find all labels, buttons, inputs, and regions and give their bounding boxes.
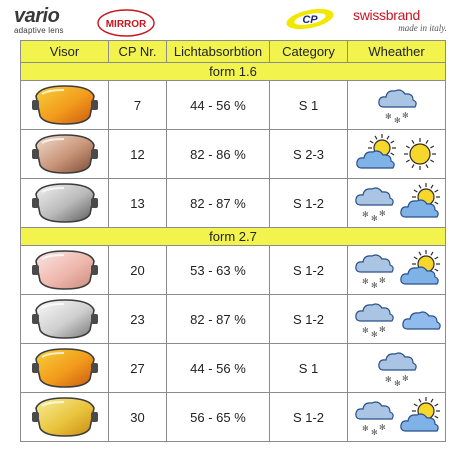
weather-icons xyxy=(348,81,446,130)
table-body xyxy=(21,63,446,442)
svg-text:✻: ✻ xyxy=(378,325,386,334)
svg-text:✻: ✻ xyxy=(384,112,392,121)
light-absorption: 82 - 86 % xyxy=(167,130,270,179)
svg-text:✻: ✻ xyxy=(361,326,369,335)
svg-text:✻: ✻ xyxy=(401,111,409,120)
snow-cloud-icon xyxy=(352,250,396,290)
swissbrand-logo-word: swissbrand xyxy=(353,7,421,23)
sun-cloud-icon xyxy=(398,397,442,437)
snow-cloud-icon xyxy=(352,183,396,223)
section-row xyxy=(21,63,446,81)
lens-category: S 1 xyxy=(270,344,348,393)
sun-cloud-icon xyxy=(398,250,442,290)
mirror-logo xyxy=(96,8,156,43)
cp-number: 7 xyxy=(109,81,167,130)
weather-icons xyxy=(348,246,446,295)
table-row xyxy=(21,130,446,179)
svg-text:✻: ✻ xyxy=(370,214,378,223)
swissbrand-logo xyxy=(353,8,453,34)
weather-icons xyxy=(348,295,446,344)
mirror-logo-word: MIRROR xyxy=(105,19,147,30)
visor-image xyxy=(21,179,109,228)
light-absorption: 56 - 65 % xyxy=(167,393,270,442)
table-row xyxy=(21,295,446,344)
header-category: Category xyxy=(270,41,348,63)
section-label: form 1.6 xyxy=(21,63,446,81)
header-lichtabsorbtion: Lichtabsorbtion xyxy=(167,41,270,63)
svg-text:✻: ✻ xyxy=(401,374,409,383)
visor-image xyxy=(21,130,109,179)
lens-category: S 1-2 xyxy=(270,179,348,228)
svg-text:✻: ✻ xyxy=(384,375,392,384)
weather-icons xyxy=(348,179,446,228)
section-row xyxy=(21,228,446,246)
light-absorption: 44 - 56 % xyxy=(167,344,270,393)
light-absorption: 44 - 56 % xyxy=(167,81,270,130)
table-row xyxy=(21,246,446,295)
light-absorption: 82 - 87 % xyxy=(167,295,270,344)
table-header-row xyxy=(21,41,446,63)
lens-category: S 1-2 xyxy=(270,295,348,344)
svg-text:✻: ✻ xyxy=(361,277,369,286)
section-label: form 2.7 xyxy=(21,228,446,246)
vario-logo-subtitle: adaptive lens xyxy=(14,26,64,35)
light-absorption: 53 - 63 % xyxy=(167,246,270,295)
visor-image xyxy=(21,344,109,393)
sun-cloud-icon xyxy=(354,134,398,174)
svg-text:✻: ✻ xyxy=(370,428,378,437)
weather-icons xyxy=(348,393,446,442)
svg-text:✻: ✻ xyxy=(393,379,401,388)
sun-icon xyxy=(400,134,440,174)
cp-number: 13 xyxy=(109,179,167,228)
svg-text:✻: ✻ xyxy=(378,276,386,285)
cp-number: 20 xyxy=(109,246,167,295)
svg-text:✻: ✻ xyxy=(370,281,378,290)
cp-number: 27 xyxy=(109,344,167,393)
light-absorption: 82 - 87 % xyxy=(167,179,270,228)
header-cp-nr: CP Nr. xyxy=(109,41,167,63)
vario-logo xyxy=(14,6,84,40)
visor-table xyxy=(20,40,446,442)
cp-number: 23 xyxy=(109,295,167,344)
snow-cloud-icon xyxy=(375,85,419,125)
svg-text:✻: ✻ xyxy=(378,209,386,218)
table-row xyxy=(21,344,446,393)
visor-image xyxy=(21,295,109,344)
cp-logo-word: CP xyxy=(302,14,318,26)
lens-category: S 1-2 xyxy=(270,393,348,442)
visor-image xyxy=(21,393,109,442)
lens-category: S 1-2 xyxy=(270,246,348,295)
cloud-icon xyxy=(398,299,442,339)
table-row xyxy=(21,81,446,130)
cp-number: 30 xyxy=(109,393,167,442)
svg-text:✻: ✻ xyxy=(393,116,401,125)
brand-logos xyxy=(0,0,465,42)
sun-cloud-icon xyxy=(398,183,442,223)
cp-number: 12 xyxy=(109,130,167,179)
weather-icons xyxy=(348,130,446,179)
snow-cloud-icon xyxy=(352,299,396,339)
cp-logo xyxy=(284,6,336,37)
svg-text:✻: ✻ xyxy=(378,423,386,432)
weather-icons xyxy=(348,344,446,393)
visor-image xyxy=(21,81,109,130)
svg-text:✻: ✻ xyxy=(361,210,369,219)
snow-cloud-icon xyxy=(375,348,419,388)
svg-text:✻: ✻ xyxy=(370,330,378,339)
vario-logo-word: vario xyxy=(14,5,60,27)
header-visor: Visor xyxy=(21,41,109,63)
table-row xyxy=(21,393,446,442)
lens-category: S 2-3 xyxy=(270,130,348,179)
lens-category: S 1 xyxy=(270,81,348,130)
table-row xyxy=(21,179,446,228)
swissbrand-tagline: made in italy. xyxy=(398,23,447,33)
header-wheather: Wheather xyxy=(348,41,446,63)
snow-cloud-icon xyxy=(352,397,396,437)
visor-image xyxy=(21,246,109,295)
svg-text:✻: ✻ xyxy=(361,424,369,433)
